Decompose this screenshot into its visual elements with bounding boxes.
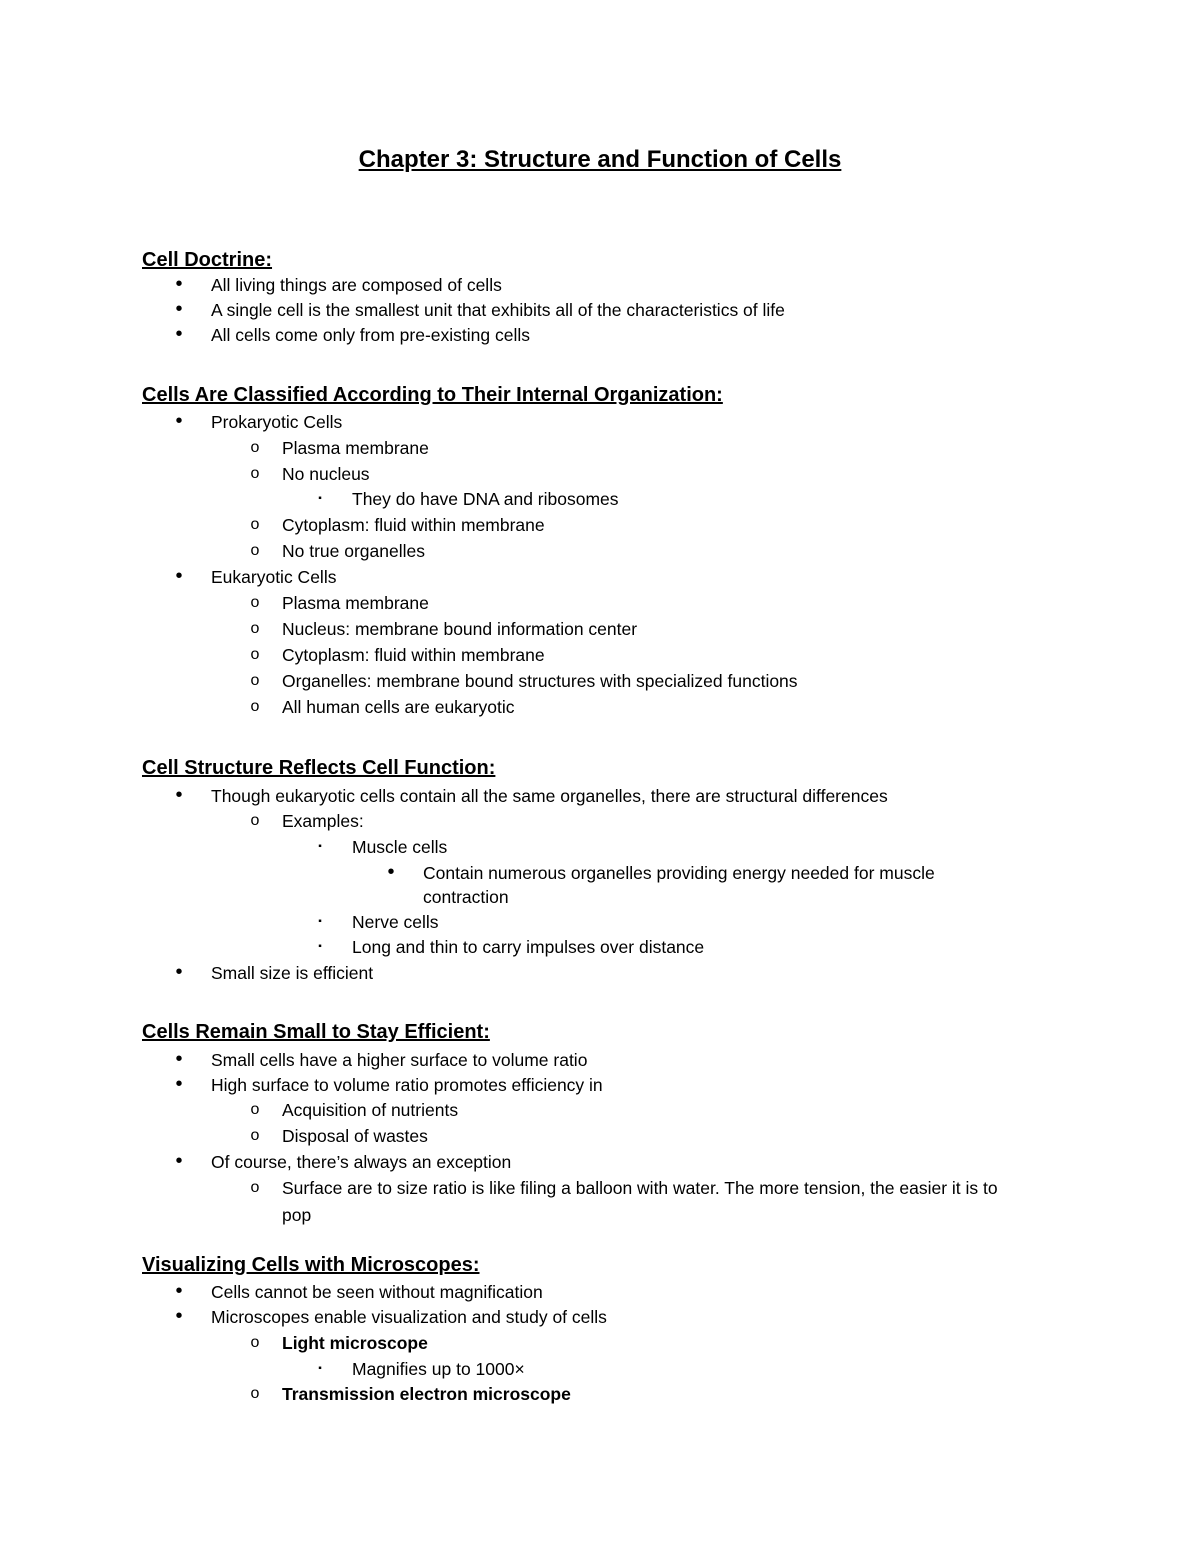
list-item: Acquisition of nutrients <box>282 1100 459 1120</box>
list-item: Plasma membrane <box>282 593 429 613</box>
bullet-circle: o <box>250 646 260 663</box>
list-item: Contain numerous organelles providing energy needed for muscle <box>423 863 935 883</box>
bullet-circle: o <box>250 812 260 829</box>
bullet-circle: o <box>250 1179 260 1196</box>
section-heading-structure-function: Cell Structure Reflects Cell Function: <box>142 757 496 779</box>
list-item: Long and thin to carry impulses over distance <box>352 937 705 957</box>
bullet-circle: o <box>250 698 260 715</box>
bullet-dot: • <box>175 273 183 295</box>
list-item: Cells cannot be seen without magnification <box>211 1282 543 1302</box>
bullet-dot: • <box>175 410 183 432</box>
list-item: No true organelles <box>282 541 425 561</box>
list-item: Microscopes enable visualization and study of cells <box>211 1307 607 1327</box>
bullet-square: ▪ <box>318 493 322 504</box>
list-item: All living things are composed of cells <box>211 275 502 295</box>
bullet-square: ▪ <box>318 841 322 852</box>
bullet-dot: • <box>175 1073 183 1095</box>
bullet-circle: o <box>250 672 260 689</box>
list-item: All human cells are eukaryotic <box>282 697 515 717</box>
list-item: Of course, there’s always an exception <box>211 1152 512 1172</box>
bullet-dot: • <box>175 1048 183 1070</box>
bullet-square: ▪ <box>318 941 322 952</box>
list-item: Though eukaryotic cells contain all the same organelles, there are structural differences <box>211 786 888 806</box>
bullet-dot: • <box>175 784 183 806</box>
list-item: They do have DNA and ribosomes <box>352 489 619 509</box>
bullet-circle: o <box>250 542 260 559</box>
bullet-dot: • <box>175 1280 183 1302</box>
list-item-continuation: pop <box>282 1205 312 1225</box>
list-item: Prokaryotic Cells <box>211 412 343 432</box>
document-title: Chapter 3: Structure and Function of Cells <box>358 146 842 173</box>
bullet-circle: o <box>250 1385 260 1402</box>
list-item: Light microscope <box>282 1333 428 1353</box>
section-heading-cell-doctrine: Cell Doctrine: <box>142 249 273 271</box>
bullet-dot: • <box>175 298 183 320</box>
list-item: Plasma membrane <box>282 438 429 458</box>
list-item: A single cell is the smallest unit that exhibits all of the characteristics of life <box>211 300 785 320</box>
section-heading-microscopes: Visualizing Cells with Microscopes: <box>142 1254 480 1276</box>
bullet-dot: • <box>175 1305 183 1327</box>
list-item: Magnifies up to 1000× <box>352 1359 525 1379</box>
list-item: Cytoplasm: fluid within membrane <box>282 515 545 535</box>
bullet-circle: o <box>250 1127 260 1144</box>
list-item: Examples: <box>282 811 364 831</box>
list-item: Small cells have a higher surface to volume ratio <box>211 1050 588 1070</box>
list-item: No nucleus <box>282 464 370 484</box>
list-item: Muscle cells <box>352 837 448 857</box>
bullet-dot: • <box>387 861 395 883</box>
bullet-dot: • <box>175 323 183 345</box>
list-item: High surface to volume ratio promotes efficiency in <box>211 1075 603 1095</box>
bullet-dot: • <box>175 1150 183 1172</box>
list-item: Nerve cells <box>352 912 439 932</box>
bullet-circle: o <box>250 594 260 611</box>
list-item: Transmission electron microscope <box>282 1384 571 1404</box>
bullet-dot: • <box>175 961 183 983</box>
list-item: Organelles: membrane bound structures with specialized functions <box>282 671 798 691</box>
list-item: All cells come only from pre-existing cells <box>211 325 530 345</box>
bullet-square: ▪ <box>318 1363 322 1374</box>
bullet-circle: o <box>250 516 260 533</box>
bullet-circle: o <box>250 1101 260 1118</box>
bullet-square: ▪ <box>318 916 322 927</box>
list-item-continuation: contraction <box>423 887 509 907</box>
list-item: Eukaryotic Cells <box>211 567 337 587</box>
bullet-circle: o <box>250 439 260 456</box>
section-heading-small-efficient: Cells Remain Small to Stay Efficient: <box>142 1021 490 1043</box>
list-item: Small size is efficient <box>211 963 374 983</box>
section-heading-classification: Cells Are Classified According to Their Internal Organization: <box>142 384 723 406</box>
bullet-dot: • <box>175 565 183 587</box>
list-item: Cytoplasm: fluid within membrane <box>282 645 545 665</box>
list-item: Disposal of wastes <box>282 1126 428 1146</box>
bullet-circle: o <box>250 620 260 637</box>
list-item: Surface are to size ratio is like filing a balloon with water. The more tension, the easier it is to <box>282 1178 998 1198</box>
bullet-circle: o <box>250 1334 260 1351</box>
bullet-circle: o <box>250 465 260 482</box>
list-item: Nucleus: membrane bound information center <box>282 619 638 639</box>
